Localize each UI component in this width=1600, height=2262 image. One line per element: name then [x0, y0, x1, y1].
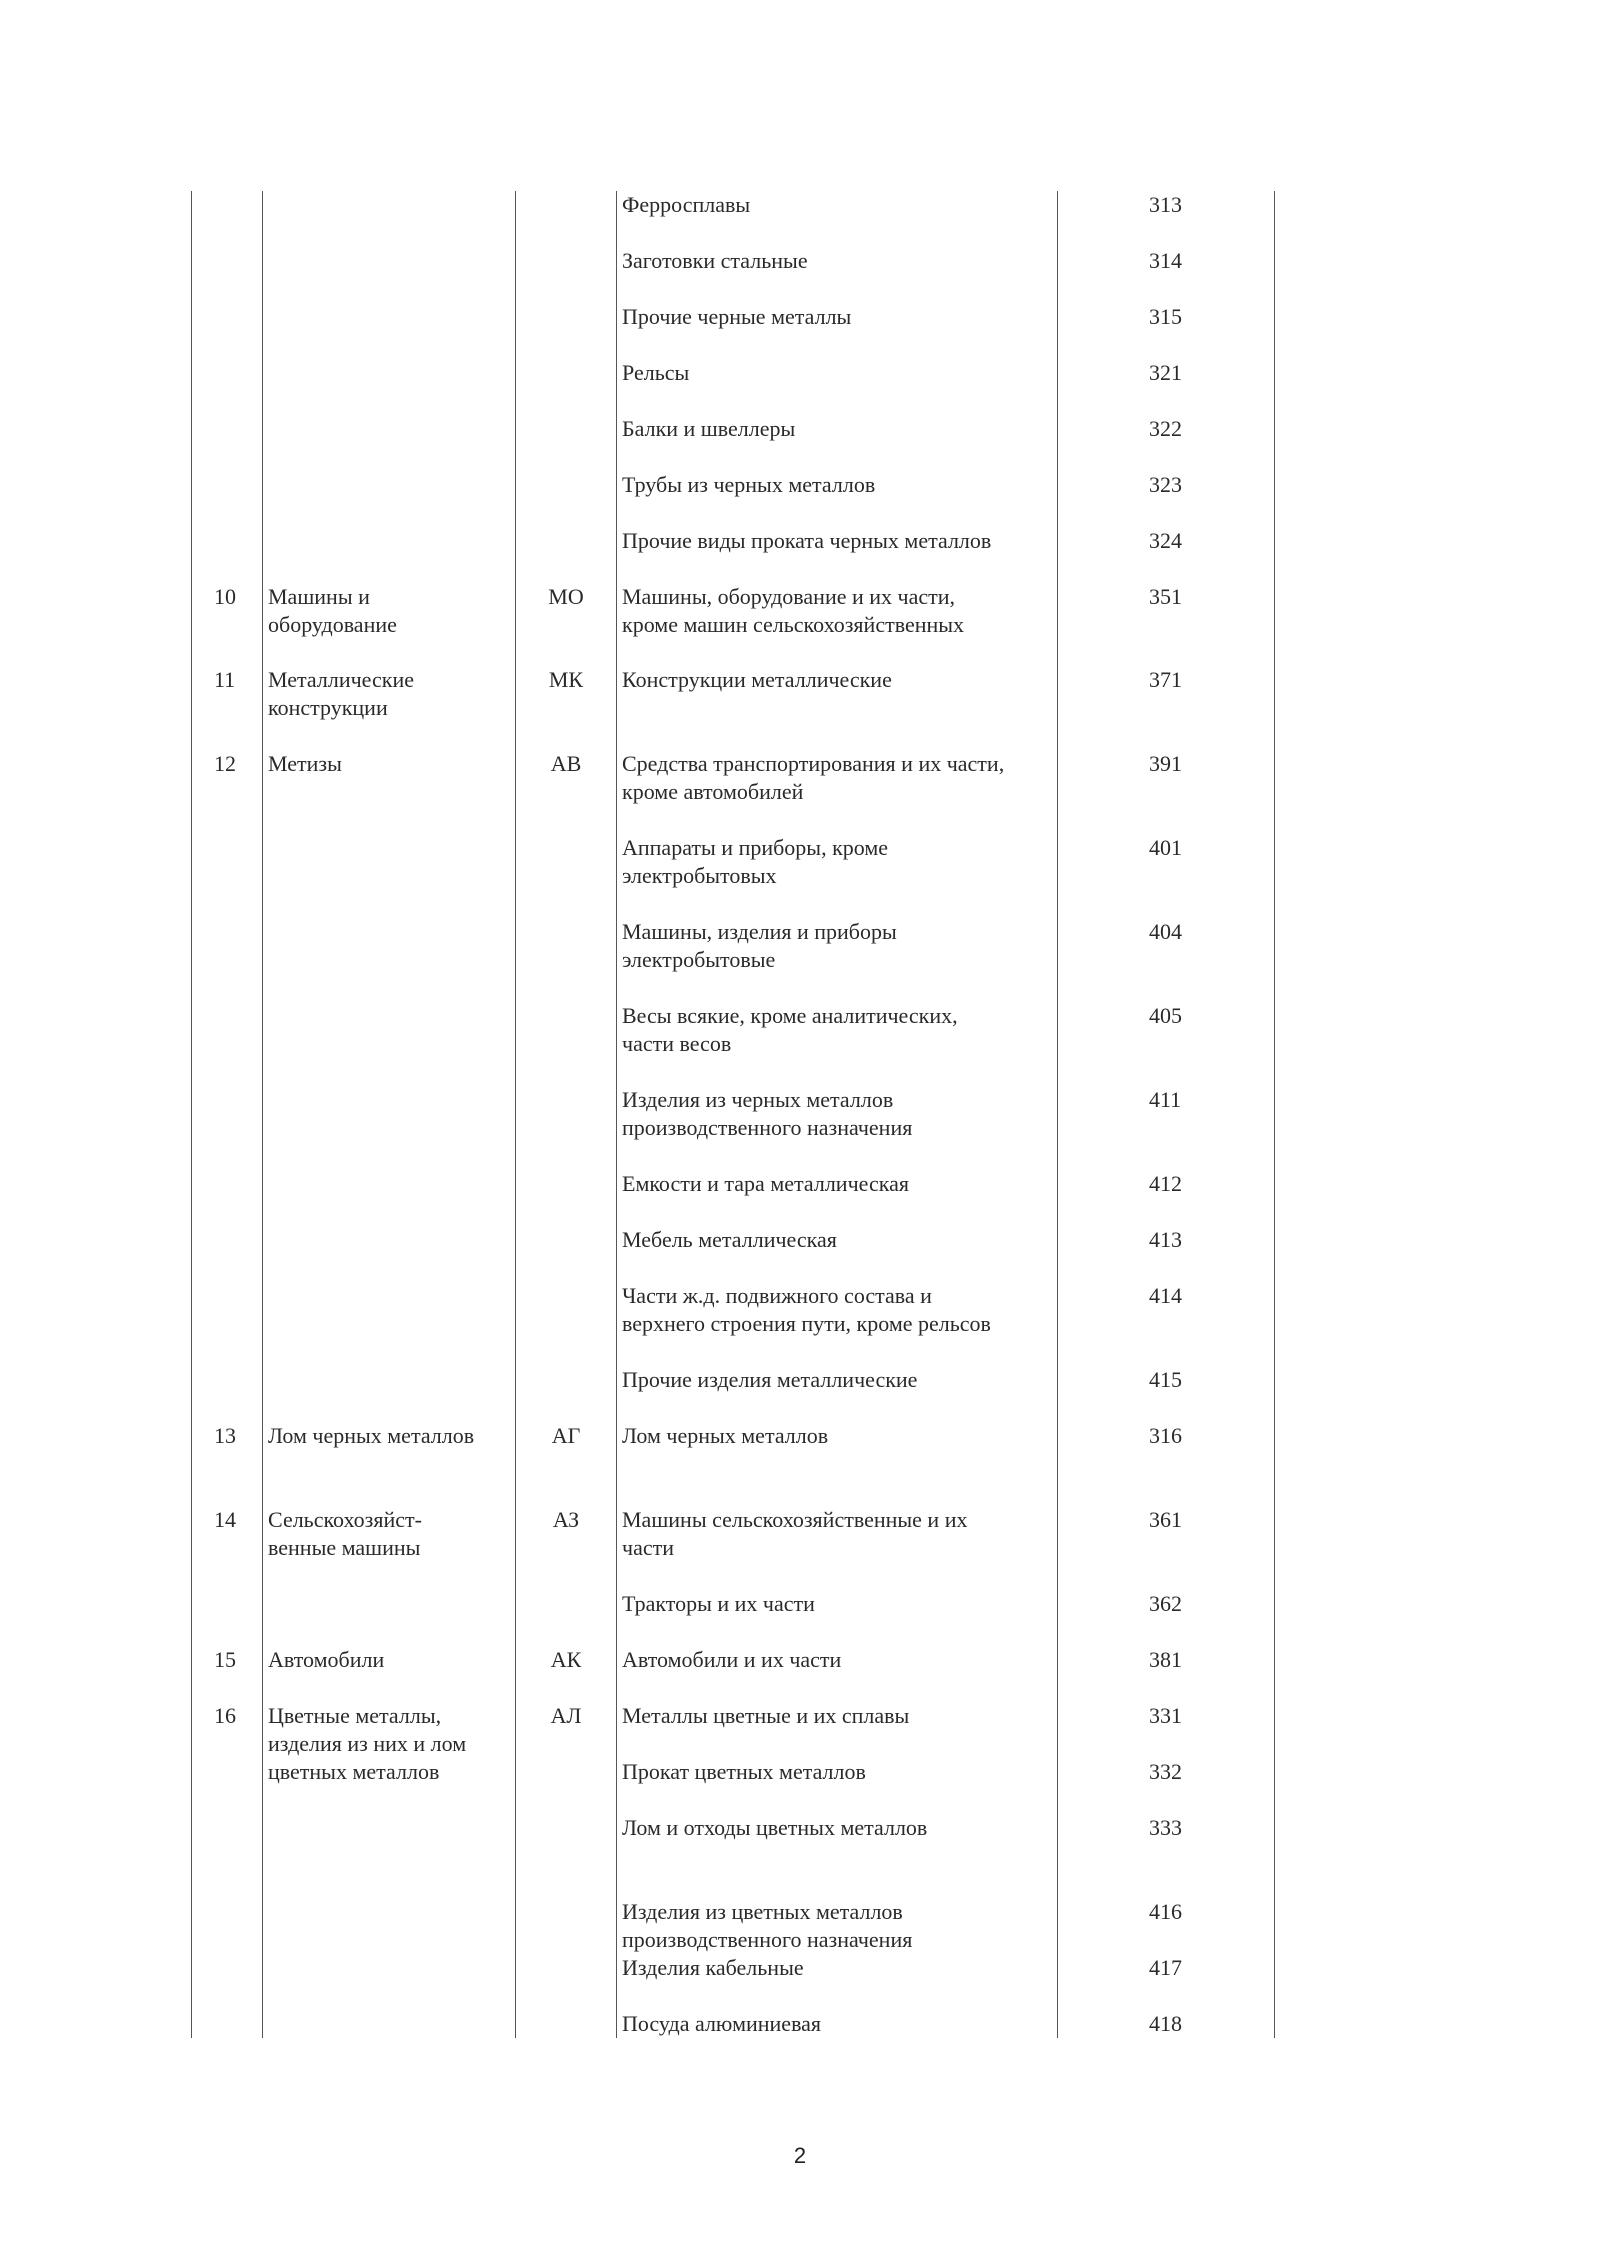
- table-row: [192, 1590, 1274, 1646]
- group-name: [263, 2010, 516, 2038]
- group-code: [516, 1282, 617, 1366]
- table-row: [192, 1086, 1274, 1170]
- table-row: [192, 1898, 1274, 1954]
- table-row: [192, 1646, 1274, 1702]
- table-row: [192, 415, 1274, 471]
- group-code: [516, 527, 617, 583]
- group-name: [263, 1366, 516, 1422]
- product-code: 313: [1149, 192, 1182, 217]
- row-number: [192, 1814, 263, 1898]
- group-name: Автомобили: [263, 1646, 516, 1702]
- product-name: Прочие виды проката черных металлов: [617, 527, 1058, 583]
- group-name: Сельскохозяйст- венные машины: [263, 1506, 516, 1590]
- row-number: 10: [192, 583, 263, 666]
- group-code: [516, 191, 617, 247]
- row-number: 16: [192, 1702, 263, 1758]
- group-name: [263, 1814, 516, 1898]
- group-name: [263, 834, 516, 918]
- row-number: 11: [192, 666, 263, 750]
- product-name: Прочие изделия металлические: [617, 1366, 1058, 1422]
- group-code: [516, 359, 617, 415]
- product-name: Рельсы: [617, 359, 1058, 415]
- product-code: 321: [1149, 360, 1182, 385]
- product-code: 371: [1149, 667, 1182, 692]
- product-name: Тракторы и их части: [617, 1590, 1058, 1646]
- group-name: [263, 471, 516, 527]
- group-name: [263, 1954, 516, 2010]
- group-name: Металлические конструкции: [263, 666, 516, 750]
- table-row: [192, 1954, 1274, 2010]
- product-code: 405: [1149, 1003, 1182, 1028]
- group-code: АВ: [516, 750, 617, 834]
- row-number: [192, 1898, 263, 1954]
- row-number: [192, 359, 263, 415]
- table-row: [192, 471, 1274, 527]
- product-name: Средства транспортирования и их части, кроме автомобилей: [617, 750, 1058, 834]
- row-number: [192, 2010, 263, 2038]
- group-code: АЛ: [516, 1702, 617, 1758]
- product-code: 315: [1149, 304, 1182, 329]
- group-name: [263, 1282, 516, 1366]
- group-name: Метизы: [263, 750, 516, 834]
- group-code: [516, 1170, 617, 1226]
- row-number: [192, 1282, 263, 1366]
- table-row: [192, 583, 1274, 666]
- table-row: [192, 1814, 1274, 1898]
- table-row: [192, 1170, 1274, 1226]
- product-code: 417: [1149, 1955, 1182, 1980]
- group-name: [263, 415, 516, 471]
- product-name: Металлы цветные и их сплавы: [617, 1702, 1058, 1758]
- group-name: [263, 1758, 516, 1814]
- product-code: 314: [1149, 248, 1182, 273]
- table-row: [192, 1506, 1274, 1590]
- product-code: 411: [1149, 1087, 1182, 1112]
- group-name: [263, 918, 516, 1002]
- product-code: 331: [1149, 1703, 1182, 1728]
- group-code: МО: [516, 583, 617, 666]
- page-number: 2: [793, 2143, 807, 2168]
- product-name: Изделия кабельные: [617, 1954, 1058, 2010]
- row-number: [192, 471, 263, 527]
- row-number: [192, 247, 263, 303]
- row-number: [192, 1954, 263, 2010]
- commodity-table: [191, 191, 1275, 2038]
- group-code: [516, 1366, 617, 1422]
- table-row: [192, 2010, 1274, 2038]
- product-code: 362: [1149, 1591, 1182, 1616]
- product-name: Конструкции металлические: [617, 666, 1058, 750]
- group-code: [516, 1898, 617, 1954]
- group-name: [263, 1086, 516, 1170]
- group-code: [516, 1758, 617, 1814]
- group-code: МК: [516, 666, 617, 750]
- group-code: [516, 1590, 617, 1646]
- row-number: [192, 834, 263, 918]
- group-code: [516, 1814, 617, 1898]
- group-code: [516, 303, 617, 359]
- group-name: Лом черных металлов: [263, 1422, 516, 1506]
- group-code: [516, 415, 617, 471]
- group-code: [516, 1086, 617, 1170]
- group-code: [516, 834, 617, 918]
- product-code: 351: [1149, 584, 1182, 609]
- group-name: [263, 359, 516, 415]
- table-row: [192, 303, 1274, 359]
- group-name: [263, 1590, 516, 1646]
- table-row: [192, 1002, 1274, 1086]
- row-number: [192, 918, 263, 1002]
- table-row: [192, 247, 1274, 303]
- product-name: Ферросплавы: [617, 191, 1058, 247]
- product-code: 316: [1149, 1423, 1182, 1448]
- product-name: Прокат цветных металлов: [617, 1758, 1058, 1814]
- group-code: [516, 1226, 617, 1282]
- row-number: [192, 1366, 263, 1422]
- table-row: [192, 750, 1274, 834]
- table-row: [192, 527, 1274, 583]
- product-code: 361: [1149, 1507, 1182, 1532]
- product-name: Машины, оборудование и их части, кроме машин сельскохозяйственных: [617, 583, 1058, 666]
- group-name: [263, 1170, 516, 1226]
- group-code: [516, 1954, 617, 2010]
- group-code: АЗ: [516, 1506, 617, 1590]
- row-number: [192, 1170, 263, 1226]
- product-name: Лом и отходы цветных металлов: [617, 1814, 1058, 1898]
- group-name: [263, 303, 516, 359]
- row-number: [192, 527, 263, 583]
- product-code: 416: [1149, 1899, 1182, 1924]
- group-name: Цветные металлы, изделия из них и лом цветных металлов: [263, 1702, 516, 1758]
- group-code: АК: [516, 1646, 617, 1702]
- product-name: Изделия из черных металлов производственного назначения: [617, 1086, 1058, 1170]
- row-number: 13: [192, 1422, 263, 1506]
- row-number: [192, 303, 263, 359]
- table-row: [192, 191, 1274, 247]
- product-name: Лом черных металлов: [617, 1422, 1058, 1506]
- table-row: [192, 834, 1274, 918]
- table-row: [192, 1366, 1274, 1422]
- group-code: АГ: [516, 1422, 617, 1506]
- product-code: 324: [1149, 528, 1182, 553]
- table-row: [192, 666, 1274, 750]
- table-row: [192, 1422, 1274, 1506]
- product-code: 418: [1149, 2011, 1182, 2036]
- table-row: [192, 1282, 1274, 1366]
- product-code: 414: [1149, 1283, 1182, 1308]
- product-name: Посуда алюминиевая: [617, 2010, 1058, 2038]
- group-name: [263, 1002, 516, 1086]
- row-number: [192, 1226, 263, 1282]
- product-code: 391: [1149, 751, 1182, 776]
- product-code: 412: [1149, 1171, 1182, 1196]
- product-name: Трубы из черных металлов: [617, 471, 1058, 527]
- group-name: Машины и оборудование: [263, 583, 516, 666]
- product-code: 401: [1149, 835, 1182, 860]
- group-code: [516, 918, 617, 1002]
- product-code: 323: [1149, 472, 1182, 497]
- product-name: Прочие черные металлы: [617, 303, 1058, 359]
- row-number: [192, 415, 263, 471]
- product-name: Части ж.д. подвижного состава и верхнего строения пути, кроме рельсов: [617, 1282, 1058, 1366]
- row-number: [192, 1002, 263, 1086]
- product-name: Автомобили и их части: [617, 1646, 1058, 1702]
- product-code: 381: [1149, 1647, 1182, 1672]
- product-code: 332: [1149, 1759, 1182, 1784]
- product-code: 322: [1149, 416, 1182, 441]
- product-name: Балки и швеллеры: [617, 415, 1058, 471]
- group-name: [263, 1226, 516, 1282]
- product-name: Весы всякие, кроме аналитических, части весов: [617, 1002, 1058, 1086]
- product-name: Машины сельскохозяйственные и их части: [617, 1506, 1058, 1590]
- group-name: [263, 191, 516, 247]
- row-number: 12: [192, 750, 263, 834]
- table-row: [192, 918, 1274, 1002]
- product-name: Емкости и тара металлическая: [617, 1170, 1058, 1226]
- row-number: [192, 1590, 263, 1646]
- group-code: [516, 471, 617, 527]
- table-row: [192, 1758, 1274, 1814]
- product-code: 415: [1149, 1367, 1182, 1392]
- row-number: [192, 191, 263, 247]
- product-code: 333: [1149, 1815, 1182, 1840]
- table-row: [192, 1226, 1274, 1282]
- product-code: 413: [1149, 1227, 1182, 1252]
- product-name: Изделия из цветных металлов производственного назначения: [617, 1898, 1058, 1954]
- group-code: [516, 247, 617, 303]
- group-code: [516, 2010, 617, 2038]
- row-number: 14: [192, 1506, 263, 1590]
- product-name: Машины, изделия и приборы электробытовые: [617, 918, 1058, 1002]
- group-code: [516, 1002, 617, 1086]
- group-name: [263, 1898, 516, 1954]
- product-name: Заготовки стальные: [617, 247, 1058, 303]
- row-number: [192, 1086, 263, 1170]
- group-name: [263, 527, 516, 583]
- product-code: 404: [1149, 919, 1182, 944]
- table-row: [192, 359, 1274, 415]
- product-name: Мебель металлическая: [617, 1226, 1058, 1282]
- group-name: [263, 247, 516, 303]
- row-number: 15: [192, 1646, 263, 1702]
- product-name: Аппараты и приборы, кроме электробытовых: [617, 834, 1058, 918]
- row-number: [192, 1758, 263, 1814]
